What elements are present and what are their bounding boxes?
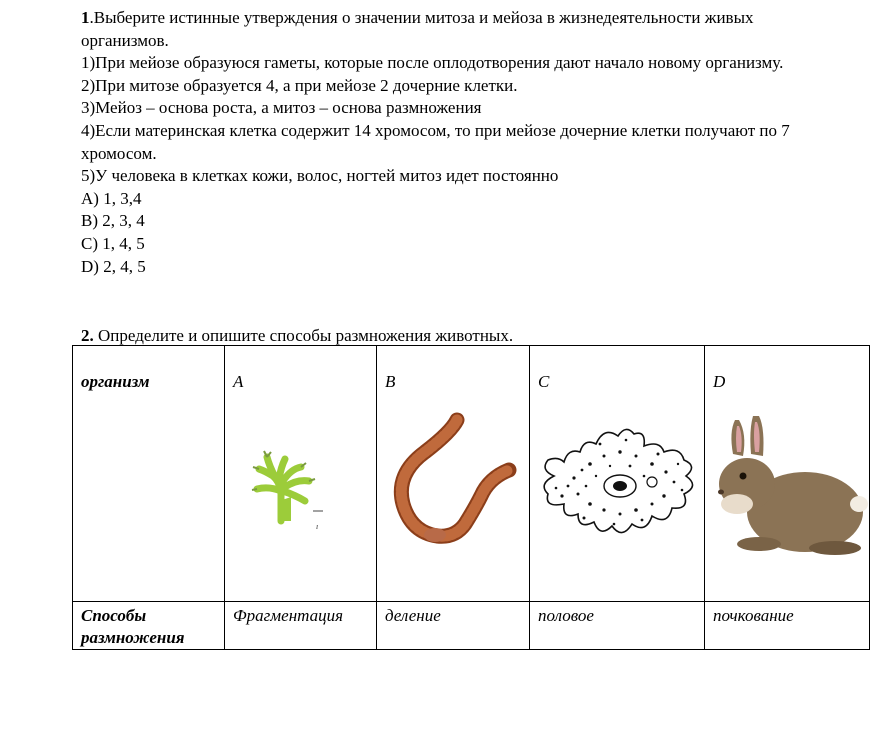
method-c: половое xyxy=(538,606,594,625)
column-label-d: D xyxy=(713,372,726,391)
organisms-table xyxy=(72,345,870,650)
hydra-image xyxy=(239,431,339,531)
column-label-a: A xyxy=(233,372,244,391)
earthworm-image xyxy=(385,412,525,547)
rabbit-image xyxy=(709,412,869,558)
statement-4: 4)Если материнская клетка содержит 14 хромосом, то при мейозе дочерние клетки получают по 7 хромосом. xyxy=(81,120,790,163)
amoeba-image xyxy=(534,416,700,546)
option-a: A) 1, 3,4 xyxy=(81,188,142,208)
svg-text:ı: ı xyxy=(316,522,319,531)
question-2-number: 2. xyxy=(81,326,94,345)
organism-cell-a xyxy=(225,346,377,602)
method-a: Фрагментация xyxy=(233,606,344,625)
row-label-cell xyxy=(73,602,225,650)
organism-cell-d xyxy=(705,346,870,602)
statement-3: 3)Мейоз – основа роста, а митоз – основа размножения xyxy=(81,98,482,118)
method-cell-b xyxy=(377,602,530,650)
option-d: D) 2, 4, 5 xyxy=(81,256,146,276)
statement-5: 5)У человека в клетках кожи, волос, ногтей митоз идет постоянно xyxy=(81,166,559,186)
row-label: Способы размножения xyxy=(81,606,185,647)
question-1-prompt: 1.Выберите истинные утверждения о значении митоза и мейоза в жизнедеятельности живых организмов. xyxy=(81,8,754,50)
option-c: C) 1, 4, 5 xyxy=(81,233,145,253)
method-cell-d xyxy=(705,602,870,650)
method-b: деление xyxy=(385,606,441,625)
header-label: организм xyxy=(81,372,150,391)
method-d: почкование xyxy=(713,606,794,625)
column-label-c: C xyxy=(538,372,550,391)
header-label-cell xyxy=(73,346,225,602)
method-cell-a xyxy=(225,602,377,650)
statement-1: 1)При мейозе образуюся гаметы, которые после оплодотворения дают начало новому организму. xyxy=(81,53,784,73)
column-label-b: B xyxy=(385,372,396,391)
question-2 xyxy=(81,325,513,347)
option-b: B) 2, 3, 4 xyxy=(81,211,145,231)
statement-2: 2)При митозе образуется 4, а при мейозе 2 дочерние клетки. xyxy=(81,75,518,95)
question-1-number: 1 xyxy=(81,8,90,27)
question-1 xyxy=(81,7,826,278)
question-2-prompt: Определите и опишите способы размножения животных. xyxy=(93,326,514,345)
method-cell-c xyxy=(530,602,705,650)
organism-cell-b xyxy=(377,346,530,602)
organism-cell-c xyxy=(530,346,705,602)
organism-row xyxy=(73,346,870,602)
methods-row xyxy=(73,602,870,650)
